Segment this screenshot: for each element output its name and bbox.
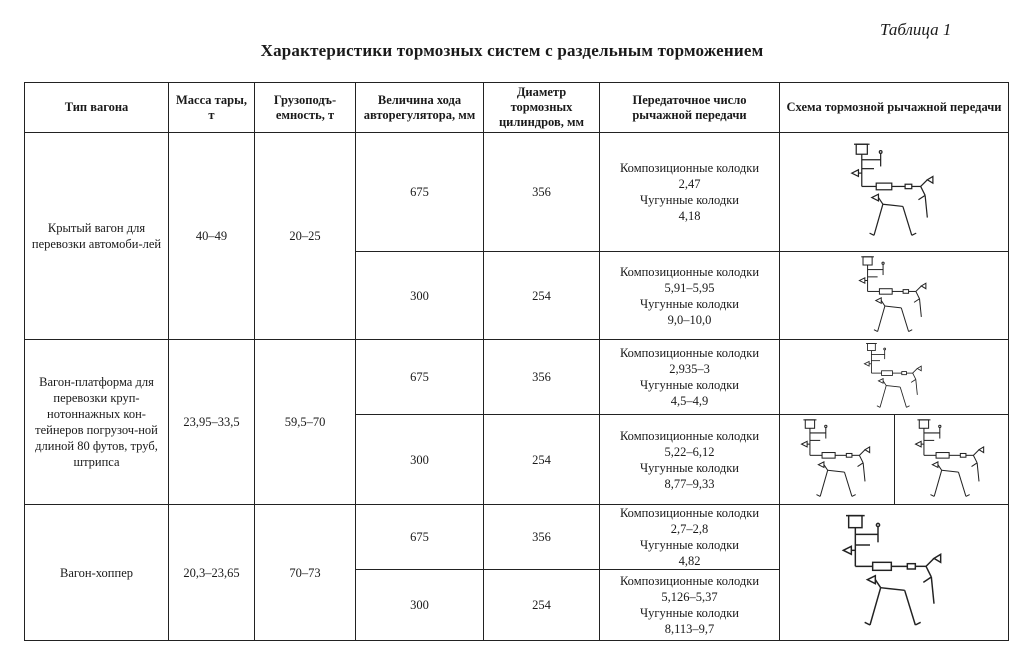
scheme-left [780,415,894,504]
composite-label: Композиционные колодки [619,346,760,360]
table-row [25,505,1009,570]
stroke-cell: 675 [356,505,484,570]
stroke-cell: 675 [356,133,484,252]
stroke-cell: 300 [356,252,484,340]
table-row [25,340,1009,415]
scheme-cell [780,505,1009,641]
diameter-cell: 356 [484,133,600,252]
composite-label: Композиционные колодки [619,264,760,279]
scheme-cell [780,340,1009,415]
composite-label: Композиционные колодки [619,506,760,520]
cast-iron-label: Чугунные колодки [640,296,739,311]
tare-mass-cell: 20,3–23,65 [169,505,255,641]
cast-iron-label: Чугунные колодки [640,193,739,207]
cast-iron-label: Чугунные колодки [640,538,739,552]
tare-mass-cell: 23,95–33,5 [169,340,255,505]
cast-iron-label: Чугунные колодки [640,460,739,475]
scheme-cell [780,133,1009,252]
scheme-right [894,415,1009,504]
table-title: Характеристики тормозных систем с раздельным торможением [260,41,764,60]
cast-iron-value: 4,5–4,9 [670,394,709,408]
header-cylinder-diameter: Диаметр тормозных цилиндров, мм [484,83,600,133]
composite-label: Композиционные колодки [619,428,760,443]
stroke-cell: 675 [356,340,484,415]
header-capacity: Грузоподъ-емность, т [255,83,356,133]
diameter-cell: 356 [484,340,600,415]
tare-mass-cell: 40–49 [169,133,255,340]
composite-value: 2,7–2,8 [670,522,709,536]
cast-iron-label: Чугунные колодки [640,378,739,392]
brake-scheme-diagram [901,418,1001,502]
gear-ratio-cell [600,570,780,641]
header-row [25,83,1009,133]
brake-scheme-diagram [844,255,944,337]
cast-iron-value: 8,77–9,33 [664,476,715,491]
diameter-cell: 254 [484,570,600,641]
composite-value: 5,126–5,37 [661,590,718,604]
header-regulator-stroke: Величина хода авторегулятора, мм [356,83,484,133]
brake-scheme-diagram [793,418,881,502]
table-number-label: Таблица 1 [880,20,952,39]
capacity-cell: 70–73 [255,505,356,641]
cast-iron-value: 4,18 [678,209,701,223]
brake-scheme-diagram [849,142,939,242]
gear-ratio-cell [600,133,780,252]
gear-ratio-cell [600,415,780,505]
gear-ratio-cell [600,340,780,415]
header-wagon-type: Тип вагона [25,83,169,133]
brake-scheme-diagram [844,342,944,412]
brake-characteristics-table [24,82,1009,641]
wagon-type-cell: Вагон-платформа для перевозки круп-нотоннажных кон-тейнеров погрузоч-ной длиной 80 футов, труб, штрипса [25,340,169,505]
header-gear-ratio: Передаточное число рычажной передачи [600,83,780,133]
wagon-type-cell: Крытый вагон для перевозки автомоби-лей [25,133,169,340]
composite-value: 2,935–3 [669,362,710,376]
scheme-cell [780,415,1009,505]
gear-ratio-cell [600,505,780,570]
table-row [25,133,1009,252]
cast-iron-value: 9,0–10,0 [667,312,712,327]
composite-label: Композиционные колодки [619,574,760,588]
header-scheme: Схема тормозной рычажной передачи [780,83,1009,133]
wagon-type-cell: Вагон-хоппер [25,505,169,641]
composite-value: 5,22–6,12 [664,444,715,459]
composite-value: 2,47 [678,177,701,191]
diameter-cell: 356 [484,505,600,570]
header-tare-mass: Масса тары, т [169,83,255,133]
capacity-cell: 20–25 [255,133,356,340]
scheme-split [780,415,1008,504]
gear-ratio-cell [600,252,780,340]
cast-iron-value: 8,113–9,7 [664,622,715,636]
composite-label: Композиционные колодки [619,161,760,175]
cast-iron-label: Чугунные колодки [640,606,739,620]
cast-iron-value: 4,82 [678,554,701,568]
stroke-cell: 300 [356,570,484,641]
composite-value: 5,91–5,95 [664,280,715,295]
diameter-cell: 254 [484,415,600,505]
scheme-cell [780,252,1009,340]
diameter-cell: 254 [484,252,600,340]
stroke-cell: 300 [356,415,484,505]
capacity-cell: 59,5–70 [255,340,356,505]
brake-scheme-diagram [839,513,949,633]
